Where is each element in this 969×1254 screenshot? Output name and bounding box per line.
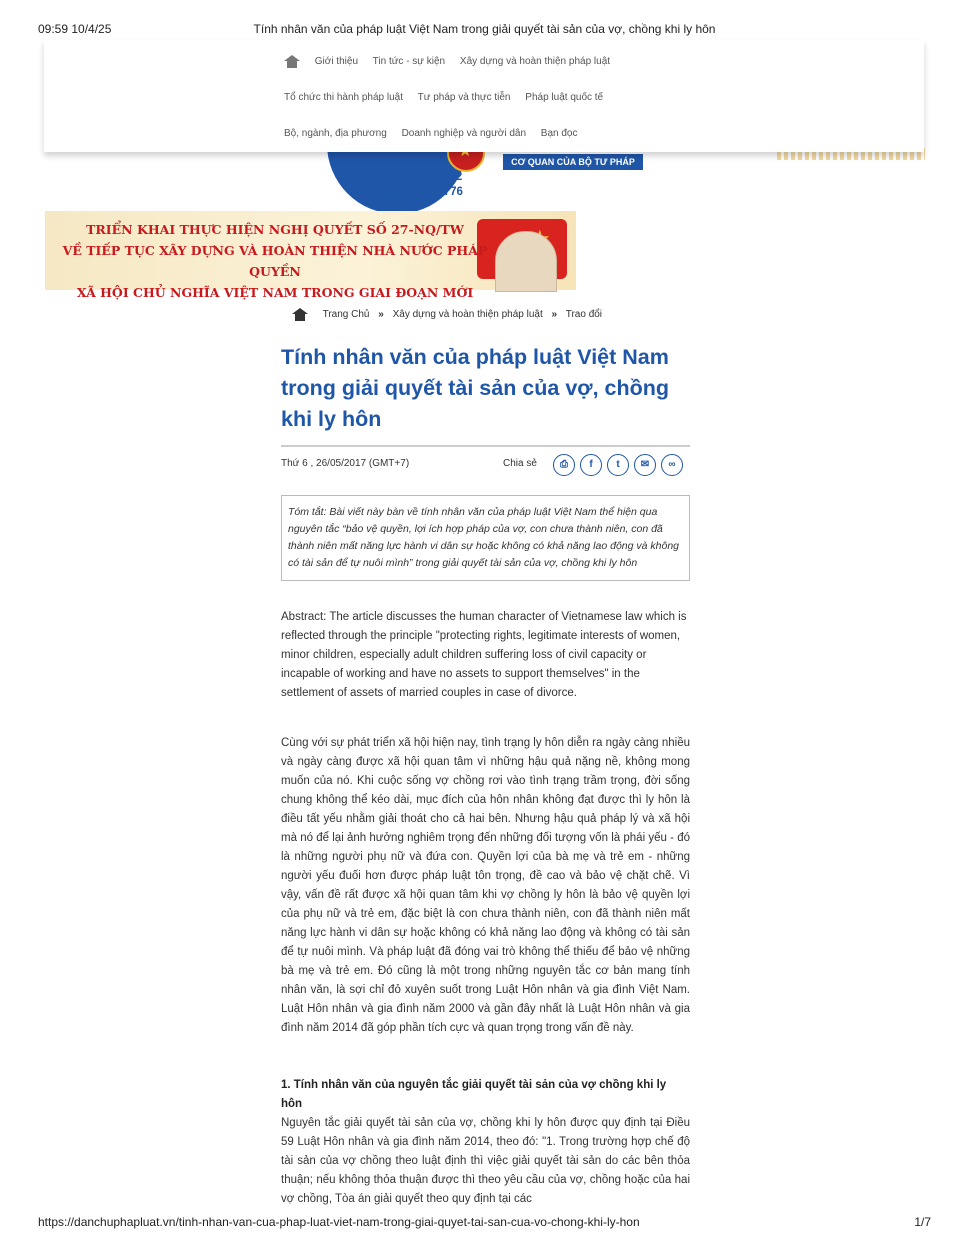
nav-doanh-nghiep[interactable]: Doanh nghiệp và người dân xyxy=(401,128,527,139)
breadcrumb-home[interactable]: Trang Chủ xyxy=(322,309,370,321)
headline-divider xyxy=(281,445,690,447)
article-paragraph-2: Nguyên tắc giải quyết tài sản của vợ, chồng khi ly hôn được quy định tại Điều 59 Luật Hôn nhân và gia đình năm 2014, theo đó: "1. Trong trường hợp chế độ tài sản của vợ chồng theo luật định thì việc giải quyết tài sản do các bên thỏa thuận; nếu không thỏa thuận được thì theo yêu cầu của vợ, chồng hoặc của hai vợ chồng, Tòa án giải quyết theo quy định tại các xyxy=(281,1117,690,1205)
eissn: e-ISSN 3030-4792 xyxy=(367,171,463,183)
section-heading-1: 1. Tính nhân văn của nguyên tắc giải quyết tài sản của vợ chồng khi ly hôn xyxy=(281,1079,667,1110)
link-icon[interactable]: ∞ xyxy=(661,454,683,476)
nav-row-2 xyxy=(284,92,615,103)
breadcrumb xyxy=(292,308,602,321)
facebook-icon[interactable]: f xyxy=(580,454,602,476)
breadcrumb-home-icon[interactable] xyxy=(292,308,308,321)
home-icon[interactable] xyxy=(284,55,300,68)
banner-line-1: TRIỂN KHAI THỰC HIỆN NGHỊ QUYẾT SỐ 27-NQ/TW xyxy=(86,222,464,237)
campaign-banner[interactable] xyxy=(45,211,576,300)
article-abstract: Abstract: The article discusses the human character of Vietnamese law which is reflected through the principle "protecting rights, legitimate interests of women, minor children, especially adult children suffering loss of civil capacity or incapable of working and have no assets to support themselves" in the settlement of assets of married couples in case of divorce. xyxy=(281,611,687,699)
nav-gioi-thieu[interactable]: Giới thiệu xyxy=(314,56,359,68)
twitter-icon[interactable]: t xyxy=(607,454,629,476)
banner-text xyxy=(55,219,495,303)
nav-row-1 xyxy=(284,55,622,68)
banner-line-3: XÃ HỘI CHỦ NGHĨA VIỆT NAM TRONG GIAI ĐOẠN MỚI xyxy=(76,285,474,300)
banner-line-2: VỀ TIẾP TỤC XÂY DỰNG VÀ HOÀN THIỆN NHÀ NƯỚC PHÁP QUYỀN xyxy=(62,243,488,279)
chevron-right-icon: » xyxy=(551,309,558,321)
share-label: Chia sẻ xyxy=(503,458,537,469)
nav-tin-tuc[interactable]: Tin tức - sự kiện xyxy=(372,56,446,68)
nav-quoc-te[interactable]: Pháp luật quốc tế xyxy=(525,92,604,103)
print-url: https://danchuphapluat.vn/tinh-nhan-van-cua-phap-luat-viet-nam-trong-giai-quyet-tai-san-cua-vo-chong-khi-ly-hon xyxy=(38,1215,640,1229)
email-icon[interactable]: ✉ xyxy=(634,454,656,476)
chevron-right-icon: » xyxy=(378,309,384,321)
article-date: Thứ 6 , 26/05/2017 (GMT+7) xyxy=(281,458,410,469)
issn-block xyxy=(367,170,463,200)
print-icon[interactable]: ⎙ xyxy=(553,454,575,476)
breadcrumb-subcategory[interactable]: Trao đổi xyxy=(565,309,603,321)
nav-to-chuc[interactable]: Tổ chức thi hành pháp luật xyxy=(284,92,403,103)
print-footer xyxy=(38,1215,931,1229)
nav-bo-nganh[interactable]: Bộ, ngành, địa phương xyxy=(284,128,387,139)
pissn: p-ISSN 3030-4776 xyxy=(367,186,463,198)
article-headline: Tính nhân văn của pháp luật Việt Nam trong giải quyết tài sản của vợ, chồng khi ly hôn xyxy=(281,345,670,431)
navigation-menu xyxy=(44,40,924,152)
portrait-image xyxy=(495,231,557,292)
print-time: 09:59 10/4/25 xyxy=(38,22,112,36)
breadcrumb-category[interactable]: Xây dựng và hoàn thiện pháp luật xyxy=(392,309,543,321)
page-number: 1/7 xyxy=(914,1215,931,1229)
nav-tu-phap[interactable]: Tư pháp và thực tiễn xyxy=(417,92,511,103)
print-title: Tính nhân văn của pháp luật Việt Nam trong giải quyết tài sản của vợ, chồng khi ly hôn xyxy=(253,22,716,36)
article-summary: Tóm tắt: Bài viết này bàn về tính nhân văn của pháp luật Việt Nam thể hiện qua nguyên tắc “bảo vệ quyền, lợi ích hợp pháp của vợ, con chưa thành niên, con đã thành niên mất năng lực hành vi dân sự hoặc không có khả năng lao động và không có tài sản để tự nuôi mình” trong giải quyết tài sản của vợ, chồng khi ly hôn xyxy=(281,495,690,581)
article-paragraph-1: Cùng với sự phát triển xã hội hiện nay, tình trạng ly hôn diễn ra ngày càng nhiều và ngày càng được xã hội quan tâm vì những hậu quả nặng nề, không mong muốn của nó. Khi cuộc sống vợ chồng rơi vào tình trạng trầm trọng, đời sống chung không thể kéo dài, mục đích của hôn nhân không đạt được thì ly hôn là điều tất yếu nhằm giải thoát cho cả hai bên. Nhưng hậu quả pháp lý và xã hội mà nó để lại ảnh hưởng nghiêm trọng đến những đối tượng vốn là phái yếu - đó là những người phụ nữ và đứa con. Quyền lợi của bà mẹ và trẻ em - những người yếu đuối hơn được pháp luật tôn trọng, đề cao và bảo vệ chặt chẽ. Vì vậy, vấn đề rất được xã hội quan tâm khi vợ chồng ly hôn là bảo vệ quyền lợi của phụ nữ và trẻ em, đặc biệt là con chưa thành niên, con đã thành niên mất năng lực hành vi dân sự hoặc không có khả năng lao động và không có tài sản để tự nuôi mình. Và pháp luật đã đóng vai trò không thể thiếu để bảo vệ những bà mẹ và trẻ em. Đó cũng là một trong những nguyên tắc cơ bản mang tính nhân văn, là sợi chỉ đỏ xuyên suốt trong Luật Hôn nhân và gia đình Việt Nam. Luật Hôn nhân và gia đình năm 2000 và gần đây nhất là Luật Hôn nhân và gia đình năm 2014 đã góp phần tích cực và quan trọng trong vấn đề này. xyxy=(281,737,690,1034)
nav-xay-dung[interactable]: Xây dựng và hoàn thiện pháp luật xyxy=(459,56,611,68)
nav-ban-doc[interactable]: Bạn đọc xyxy=(540,128,578,139)
nav-row-3 xyxy=(284,128,590,139)
agency-label: CƠ QUAN CỦA BỘ TƯ PHÁP xyxy=(503,154,643,170)
